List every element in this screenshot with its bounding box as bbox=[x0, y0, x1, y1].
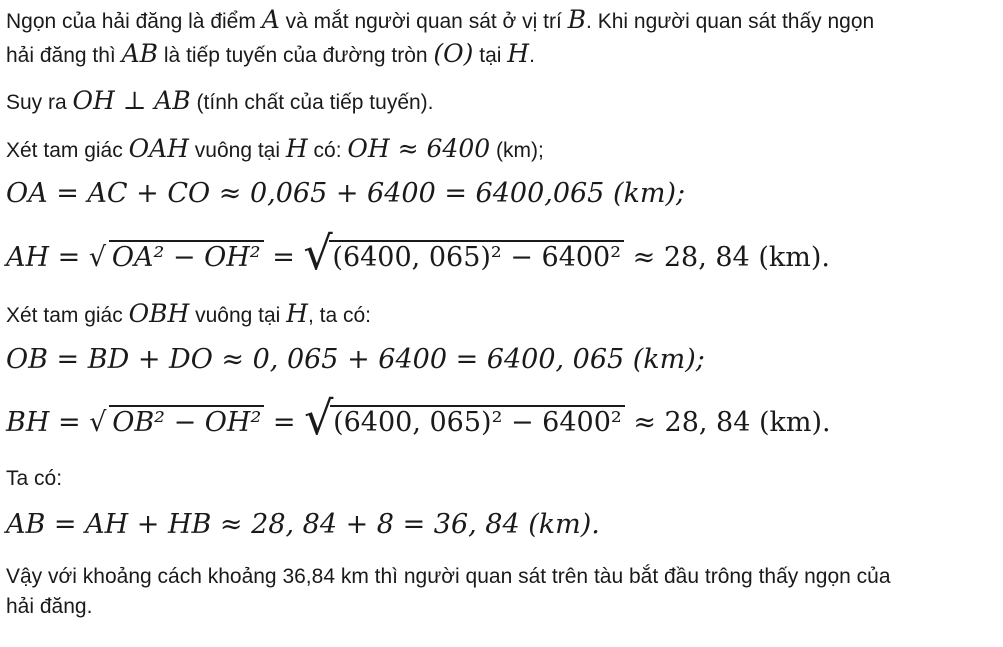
math-symbol: OAH bbox=[128, 134, 189, 163]
text: là tiếp tuyến của đường tròn bbox=[163, 44, 428, 67]
text-line-10 bbox=[6, 465, 62, 493]
math-expression: OH ≈ 6400 bbox=[347, 134, 491, 163]
sqrt-expression: √ OB² − OH² bbox=[89, 405, 264, 437]
text: (km); bbox=[495, 139, 544, 162]
equation-ob: OB = BD + DO ≈ 0, 065 + 6400 = 6400, 065 (km); bbox=[6, 344, 705, 375]
text: Ta có: bbox=[6, 467, 63, 490]
text: hải đăng thì bbox=[6, 44, 116, 67]
text-line-3 bbox=[6, 87, 434, 117]
text: , ta có: bbox=[307, 304, 372, 327]
text: Xét tam giác bbox=[6, 304, 123, 327]
equation-ab: AB = AH + HB ≈ 28, 84 + 8 = 36, 84 (km). bbox=[6, 509, 600, 540]
text: vuông tại bbox=[195, 304, 281, 327]
math-symbol: H bbox=[507, 39, 530, 68]
equation-ah: AH = √ OA² − OH² = √ (6400, 065)² − 6400² ≈ 28, 84 (km). bbox=[6, 226, 830, 280]
text: Xét tam giác bbox=[6, 139, 123, 162]
math-symbol: B bbox=[567, 5, 587, 34]
text: Suy ra bbox=[6, 91, 67, 114]
equation-bh: BH = √ OB² − OH² = √ (6400, 065)² − 6400² ≈ 28, 84 (km). bbox=[6, 391, 831, 445]
text: có: bbox=[313, 139, 342, 162]
text: hải đăng. bbox=[6, 595, 93, 618]
math-expression: OH ⊥ AB bbox=[72, 86, 191, 115]
sqrt-expression: √ (6400, 065)² − 6400² bbox=[303, 240, 624, 272]
math-symbol: H bbox=[286, 299, 308, 328]
math-symbol: H bbox=[285, 134, 308, 163]
text-line-1 bbox=[6, 6, 874, 36]
text: (tính chất của tiếp tuyến). bbox=[196, 91, 434, 114]
sqrt-expression: √ (6400, 065)² − 6400² bbox=[304, 405, 625, 437]
text-line-4 bbox=[6, 135, 544, 165]
text: Vậy với khoảng cách khoảng 36,84 km thì người quan sát trên tàu bắt đầu trông thấy ngọn của bbox=[6, 565, 891, 588]
text: và mắt người quan sát ở vị trí bbox=[285, 10, 562, 33]
text: vuông tại bbox=[194, 139, 281, 162]
text-line-2: hải đăng thì AB là tiếp tuyến của đường tròn (O) tại H. bbox=[6, 39, 535, 68]
text: . Khi người quan sát thấy ngọn bbox=[586, 10, 875, 33]
math-symbol: A bbox=[261, 5, 280, 34]
equation-oa: OA = AC + CO ≈ 0,065 + 6400 = 6400,065 (km); bbox=[6, 178, 686, 209]
text-line-12 bbox=[6, 563, 891, 591]
text-line-7 bbox=[6, 300, 371, 330]
math-symbol: (O) bbox=[433, 39, 474, 68]
math-symbol: OBH bbox=[128, 299, 190, 328]
text-line-13 bbox=[6, 593, 92, 621]
sqrt-expression: √ OA² − OH² bbox=[89, 240, 264, 272]
math-symbol: AB bbox=[121, 39, 159, 68]
text: Ngọn của hải đăng là điểm bbox=[6, 10, 256, 33]
text: tại bbox=[479, 44, 502, 67]
